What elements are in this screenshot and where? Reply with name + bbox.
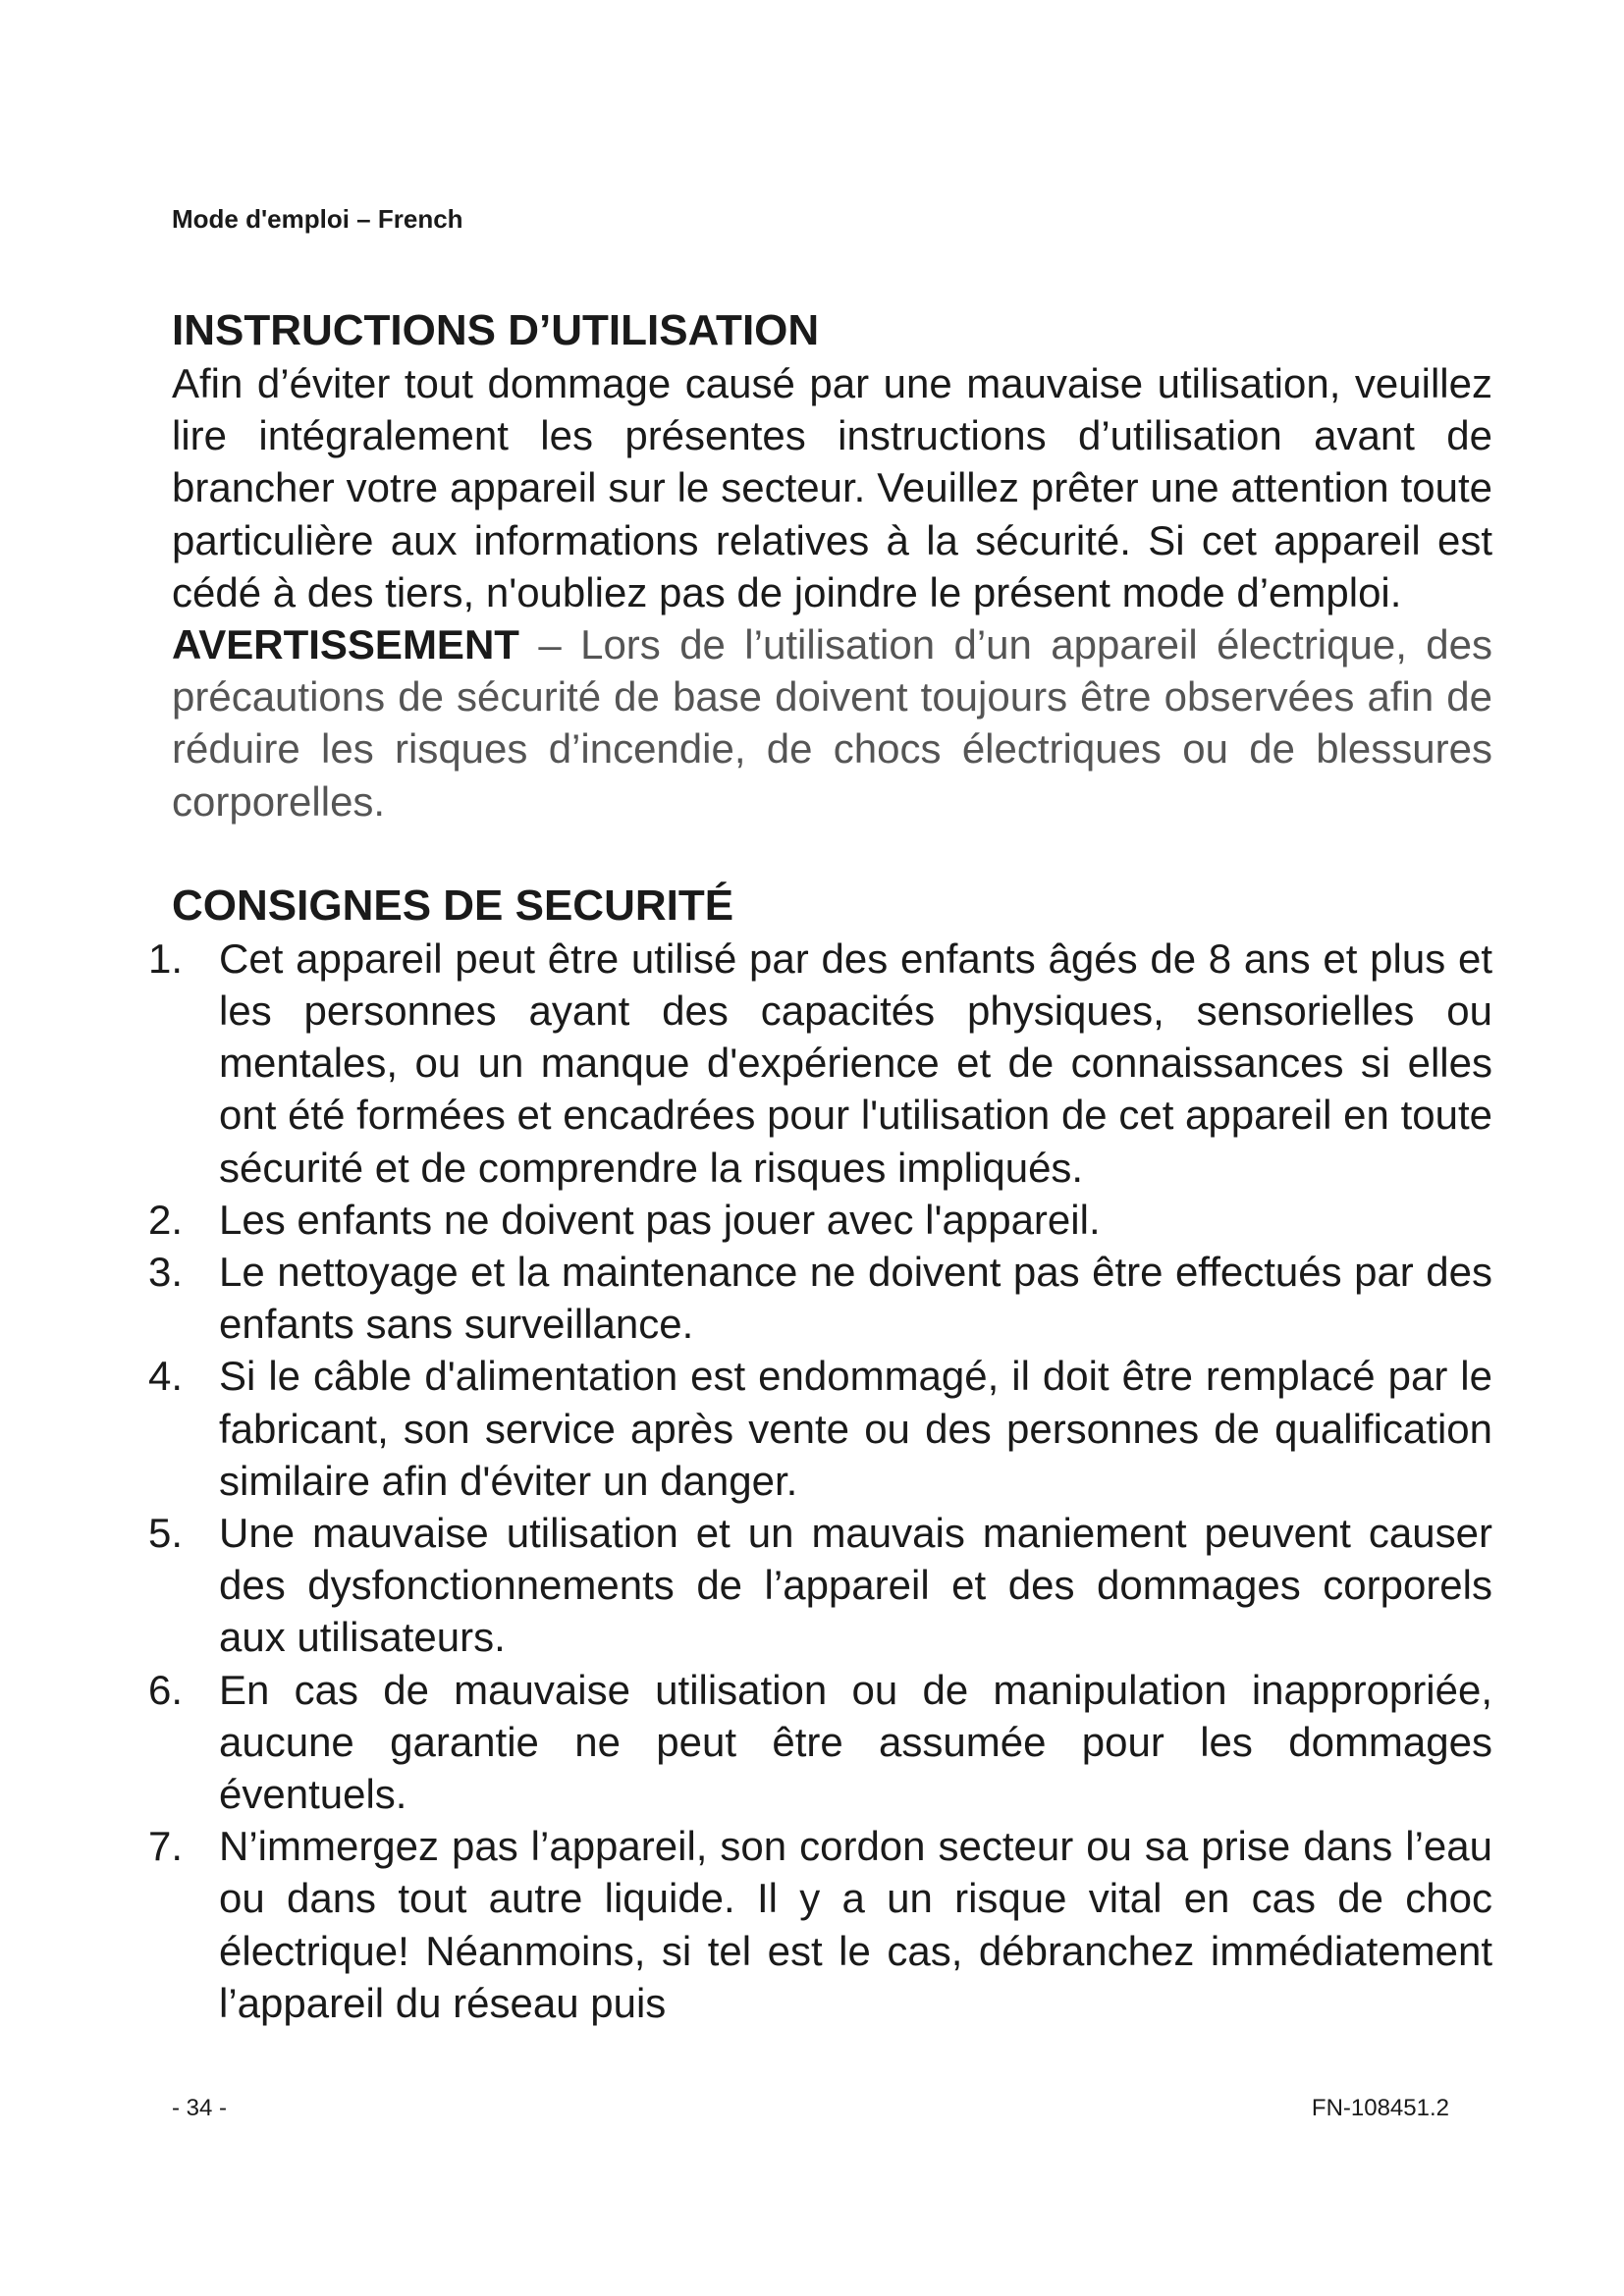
- section-spacer: [172, 828, 1492, 880]
- safety-item-text: En cas de mauvaise utilisation ou de manipulation inappropriée, aucune garantie ne peut être assumée pour les dommages éventuels.: [219, 1666, 1492, 1818]
- safety-item-number: 2.: [148, 1196, 184, 1243]
- safety-item-text: Cet appareil peut être utilisé par des enfants âgés de 8 ans et plus et les personnes ayant des capacités physiques, sensorielles ou mentales, ou un manque d'expérience et de connaissances si elles ont été formées et encadrées pour l'utilisation de cet appareil en toute sécurité et de comprendre la risques impliqués.: [219, 934, 1492, 1191]
- safety-item-number: 1.: [148, 934, 184, 982]
- page-content: [148, 304, 1492, 2029]
- safety-item-number: 3.: [148, 1249, 184, 1296]
- safety-list: [148, 933, 1492, 2029]
- warning-paragraph: [172, 618, 1492, 828]
- safety-item-number: 6.: [148, 1666, 184, 1713]
- instructions-title: INSTRUCTIONS D’UTILISATION: [172, 306, 820, 354]
- warning-label: AVERTISSEMENT: [172, 621, 519, 668]
- instructions-intro: Afin d’éviter tout dommage causé par une mauvaise utilisation, veuillez lire intégralement les présentes instructions d’utilisation avant de brancher votre appareil sur le secteur. Veuillez prêter une attention toute particulière aux informations relatives à la sécurité. Si cet appareil est cédé à des tiers, n'oubliez pas de joindre le présent mode d’emploi.: [172, 360, 1492, 615]
- safety-item-number: 4.: [148, 1353, 184, 1400]
- safety-item-number: 5.: [148, 1510, 184, 1557]
- safety-title: CONSIGNES DE SECURITÉ: [172, 881, 734, 930]
- safety-item-text: Les enfants ne doivent pas jouer avec l'appareil.: [219, 1196, 1101, 1243]
- safety-item: [148, 1194, 1492, 1246]
- warning-text: – Lors de l’utilisation d’un appareil électrique, des précautions de sécurité de base doivent toujours être observées afin de réduire les risques d’incendie, de chocs électriques ou de blessures corporelles.: [172, 621, 1492, 825]
- document-code: FN-108451.2: [1311, 2095, 1449, 2121]
- safety-item-text: Le nettoyage et la maintenance ne doivent pas être effectués par des enfants sans surveillance.: [219, 1249, 1492, 1348]
- safety-item-text: N’immergez pas l’appareil, son cordon secteur ou sa prise dans l’eau ou dans tout autre liquide. Il y a un risque vital en cas de choc électrique! Néanmoins, si tel est le cas, débranchez immédiatement l’appareil du réseau puis: [219, 1823, 1492, 2026]
- safety-item: [148, 1350, 1492, 1507]
- safety-item: [148, 933, 1492, 1194]
- safety-item-text: Si le câble d'alimentation est endommagé, il doit être remplacé par le fabricant, son service après vente ou des personnes de qualification similaire afin d'éviter un danger.: [219, 1353, 1492, 1504]
- safety-item-number: 7.: [148, 1823, 184, 1870]
- safety-item: [148, 1664, 1492, 1821]
- safety-item: [148, 1507, 1492, 1664]
- page-number: - 34 -: [172, 2095, 228, 2121]
- running-head: Mode d'emploi – French: [172, 204, 463, 234]
- safety-item: [148, 1820, 1492, 2029]
- safety-item-text: Une mauvaise utilisation et un mauvais maniement peuvent causer des dysfonctionnements de l’appareil et des dommages corporels aux utilisateurs.: [219, 1510, 1492, 1661]
- safety-item: [148, 1246, 1492, 1350]
